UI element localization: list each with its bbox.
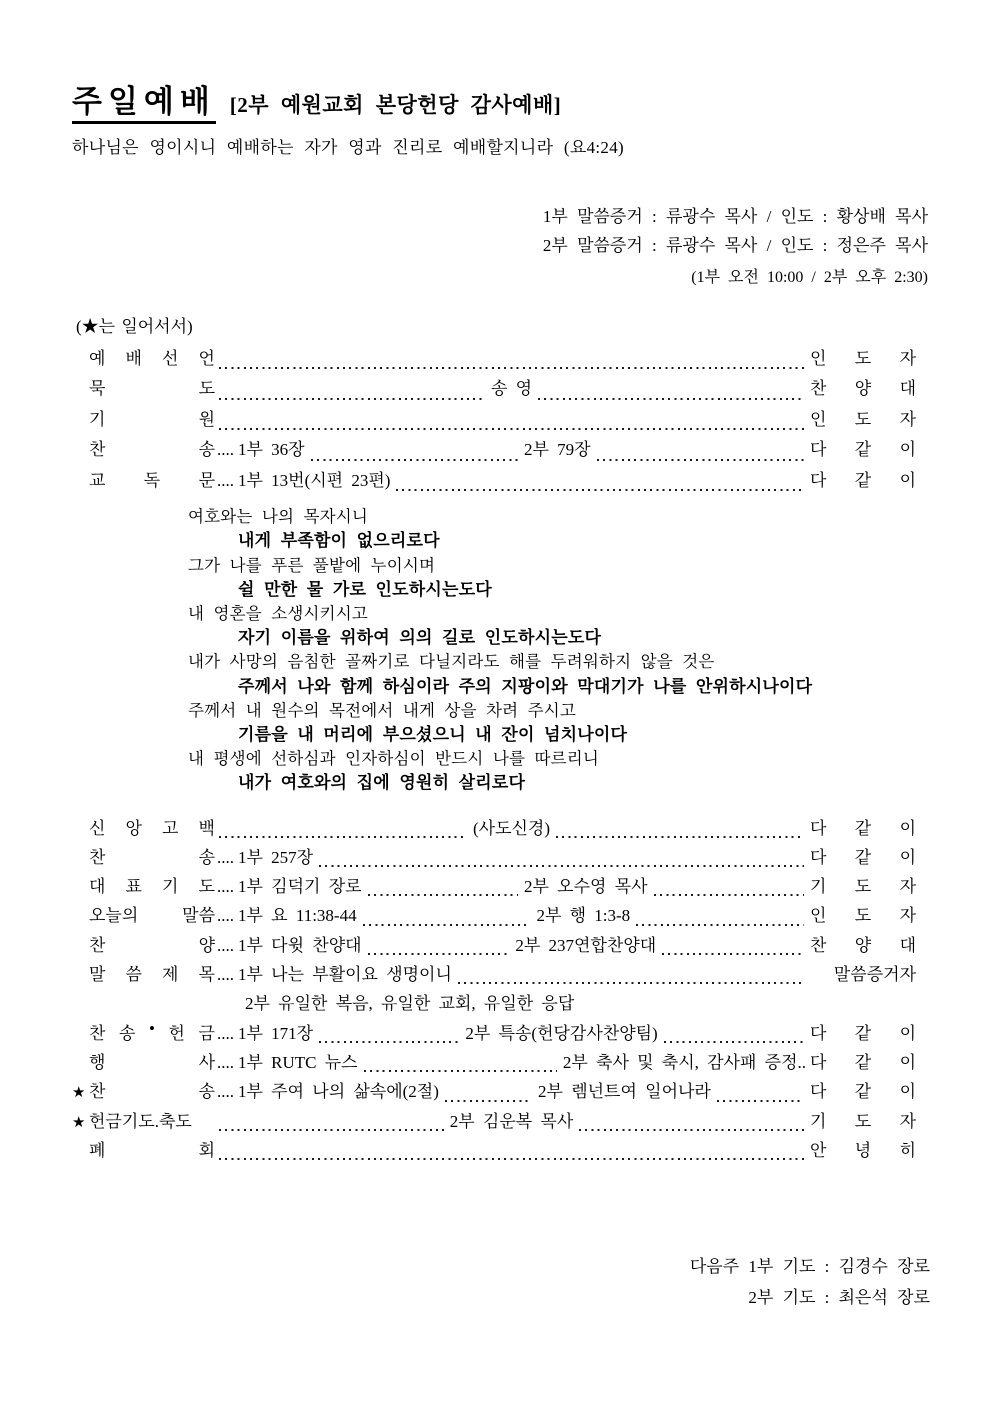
leader-dots bbox=[368, 894, 518, 896]
row-label bbox=[89, 344, 215, 369]
label-token: 대 bbox=[899, 935, 916, 955]
label-token: 백 bbox=[198, 818, 215, 838]
row-text: 1부 257장 bbox=[238, 847, 314, 867]
row-text: .... bbox=[217, 965, 234, 985]
row-text: .... bbox=[217, 906, 234, 926]
row-text: 2부 김운복 목사 bbox=[449, 1111, 574, 1131]
leader-dots bbox=[219, 428, 804, 430]
label-token: 찬 bbox=[810, 379, 827, 399]
row-role bbox=[810, 931, 916, 956]
leader-dots bbox=[219, 1158, 804, 1160]
label-token: 찬 bbox=[89, 935, 106, 955]
row-role bbox=[810, 814, 916, 839]
leader-dots bbox=[368, 953, 510, 955]
label-token: 인 bbox=[810, 906, 827, 926]
label-token: 자 bbox=[899, 409, 916, 429]
row-label bbox=[89, 466, 215, 491]
label-token: 말씀 bbox=[182, 906, 215, 926]
star-icon: ★ bbox=[72, 1114, 86, 1131]
row-label bbox=[89, 1048, 215, 1073]
leader-dots bbox=[458, 982, 804, 984]
label-token: 신 bbox=[89, 818, 106, 838]
reading-line-leader: 내가 사망의 음침한 골짜기로 다닐지라도 해를 두려워하지 않을 것은 bbox=[188, 652, 715, 672]
reading-line-leader: 여호와는 나의 목자시니 bbox=[188, 507, 369, 527]
label-token: 사 bbox=[198, 1052, 215, 1072]
row-text: 2부 렘넌트여 일어나라 bbox=[538, 1082, 711, 1102]
leader-dots bbox=[219, 836, 467, 838]
row-role bbox=[810, 1107, 916, 1132]
order-row bbox=[72, 931, 916, 960]
label-token: 말씀증거자 bbox=[833, 965, 916, 985]
row-text: 송 영 bbox=[490, 379, 533, 399]
label-token: 말 bbox=[89, 965, 106, 985]
label-token: 다 bbox=[810, 470, 827, 490]
header bbox=[0, 0, 992, 158]
label-token: 행 bbox=[89, 1052, 106, 1072]
reading-line-leader: 내 영혼을 소생시키시고 bbox=[188, 603, 369, 623]
row-text: 2부 237연합찬양대 bbox=[515, 935, 657, 955]
leader-dots bbox=[662, 953, 804, 955]
label-token: 인 bbox=[810, 348, 827, 368]
order-row-subline: 2부 유일한 복음, 유일한 교회, 유일한 응답 bbox=[245, 994, 575, 1014]
label-token: 제 bbox=[162, 965, 179, 985]
label-token: 도 bbox=[198, 877, 215, 897]
leader-dots bbox=[363, 924, 531, 926]
row-role bbox=[810, 405, 916, 430]
order-row bbox=[72, 1048, 916, 1077]
label-token: 같 bbox=[854, 470, 872, 490]
row-label bbox=[89, 901, 215, 926]
order-row bbox=[72, 374, 916, 405]
leader-dots bbox=[219, 367, 804, 369]
leader-dots bbox=[636, 924, 804, 926]
leader-dots bbox=[311, 459, 518, 461]
leader-dots bbox=[319, 865, 804, 867]
row-role bbox=[810, 1077, 916, 1102]
reading-line-congregation: 내가 여호와의 집에 영원히 살리로다 bbox=[238, 773, 526, 793]
row-role bbox=[810, 374, 916, 399]
label-token: 같 bbox=[854, 818, 872, 838]
label-token: 송 bbox=[198, 440, 215, 460]
service-info-line1: 1부 말씀증거 : 류광수 목사 / 인도 : 황상배 목사 bbox=[542, 206, 928, 226]
label-token: 도 bbox=[854, 409, 872, 429]
label-token: • bbox=[149, 1018, 155, 1038]
label-token: 양 bbox=[854, 379, 872, 399]
next-week-line2: 2부 기도 : 최은석 장로 bbox=[748, 1288, 930, 1308]
label-token: 같 bbox=[854, 1082, 872, 1102]
row-label bbox=[89, 1107, 215, 1132]
label-token: 목 bbox=[198, 965, 215, 985]
order-row bbox=[72, 872, 916, 901]
label-token: 같 bbox=[854, 1023, 872, 1043]
leader-dots bbox=[654, 894, 804, 896]
label-token: 녕 bbox=[854, 1140, 872, 1160]
row-label bbox=[89, 843, 215, 868]
row-text: .... bbox=[217, 1082, 234, 1102]
leader-dots bbox=[597, 459, 804, 461]
label-token: 같 bbox=[854, 847, 872, 867]
label-token: 다 bbox=[810, 440, 827, 460]
label-token: 오늘의 bbox=[89, 906, 139, 926]
label-token: 다 bbox=[810, 1052, 827, 1072]
label-token: 대 bbox=[899, 379, 917, 399]
label-token: 자 bbox=[899, 877, 916, 897]
title-line bbox=[72, 84, 928, 124]
label-token: 다 bbox=[810, 847, 827, 867]
row-role bbox=[810, 901, 916, 926]
row-text: 1부 171장 bbox=[238, 1023, 314, 1043]
order-row bbox=[72, 1077, 916, 1106]
row-label bbox=[89, 405, 215, 430]
order-row bbox=[72, 344, 916, 375]
label-token: 자 bbox=[899, 906, 916, 926]
label-token: 다 bbox=[810, 1082, 827, 1102]
label-token: 표 bbox=[125, 877, 142, 897]
label-token: 찬 bbox=[89, 440, 106, 460]
label-token: 회 bbox=[198, 1140, 215, 1160]
reading-line-congregation: 내게 부족함이 없으리로다 bbox=[238, 531, 440, 551]
leader-dots bbox=[445, 1100, 532, 1102]
order-row bbox=[72, 405, 916, 436]
label-token: 자 bbox=[899, 348, 916, 368]
order-row bbox=[72, 1107, 916, 1136]
row-text: .... bbox=[217, 935, 234, 955]
worship-order-top bbox=[0, 337, 992, 497]
label-token: 언 bbox=[198, 348, 215, 368]
worship-order-bottom bbox=[0, 807, 992, 1166]
row-text: .... bbox=[217, 1052, 234, 1072]
label-token: 이 bbox=[899, 1023, 916, 1043]
reading-line-leader: 내 평생에 선하심과 인자하심이 반드시 나를 따르리니 bbox=[188, 749, 600, 769]
next-week-line1: 다음주 1부 기도 : 김경수 장로 bbox=[689, 1257, 930, 1277]
label-token: 원 bbox=[198, 409, 215, 429]
leader-dots bbox=[364, 1070, 557, 1072]
service-times: (1부 오전 10:00 / 2부 오후 2:30) bbox=[691, 268, 928, 286]
order-row bbox=[72, 466, 916, 497]
row-role bbox=[810, 344, 916, 369]
responsive-reading bbox=[0, 505, 992, 795]
row-text: 1부 요 11:38-44 bbox=[238, 906, 357, 926]
row-label bbox=[89, 814, 215, 839]
label-token: 송 bbox=[119, 1023, 136, 1043]
scripture-subtitle: 하나님은 영이시니 예배하는 자가 영과 진리로 예배할지니라 (요4:24) bbox=[72, 137, 624, 157]
label-token: 찬 bbox=[810, 935, 827, 955]
row-text: 2부 79장 bbox=[524, 440, 591, 460]
label-token: 대 bbox=[89, 877, 106, 897]
label-token: 양 bbox=[198, 935, 215, 955]
row-label bbox=[89, 960, 215, 985]
row-role bbox=[810, 1048, 916, 1073]
label-token: 앙 bbox=[125, 818, 142, 838]
label-token: 히 bbox=[899, 1140, 916, 1160]
label-token: 교 bbox=[89, 470, 106, 490]
label-token: 도 bbox=[854, 348, 872, 368]
order-row bbox=[72, 1136, 916, 1165]
row-role bbox=[810, 1136, 916, 1161]
reading-line-congregation: 주께서 나와 함께 하심이라 주의 지팡이와 막대기가 나를 안위하시나이다 bbox=[238, 676, 813, 696]
label-token: 기 bbox=[89, 409, 106, 429]
reading-line-leader: 주께서 내 원수의 목전에서 내게 상을 차려 주시고 bbox=[188, 700, 577, 720]
label-token: 같 bbox=[854, 1052, 872, 1072]
label-token: 도 bbox=[854, 877, 872, 897]
row-text: 1부 RUTC 뉴스 bbox=[238, 1052, 358, 1072]
row-text: .... bbox=[217, 877, 234, 897]
row-role bbox=[810, 466, 916, 491]
label-token: 헌금기도.축도 bbox=[89, 1111, 192, 1131]
row-text: 1부 다윗 찬양대 bbox=[238, 935, 362, 955]
label-token: 이 bbox=[899, 818, 917, 838]
page-title: 주일예배 bbox=[72, 84, 216, 124]
label-token: 송 bbox=[198, 847, 215, 867]
reading-line-leader: 그가 나를 푸른 풀밭에 누이시며 bbox=[188, 555, 436, 575]
label-token: 찬 bbox=[89, 1082, 106, 1102]
label-token: 도 bbox=[854, 1111, 872, 1131]
label-token: 이 bbox=[899, 470, 916, 490]
row-text: .... bbox=[217, 1023, 234, 1043]
label-token: 인 bbox=[810, 409, 827, 429]
label-token: 찬 bbox=[89, 847, 106, 867]
row-text: 1부 36장 bbox=[238, 440, 305, 460]
row-text: 1부 나는 부활이요 생명이니 bbox=[238, 965, 452, 985]
reading-line-congregation: 기름을 내 머리에 부으셨으니 내 잔이 넘치나이다 bbox=[238, 724, 628, 744]
label-token: 안 bbox=[810, 1140, 827, 1160]
leader-dots bbox=[579, 1129, 804, 1131]
row-role bbox=[810, 843, 916, 868]
label-token: 기 bbox=[162, 877, 179, 897]
row-label bbox=[89, 435, 215, 460]
reading-line-congregation: 쉴 만한 물 가로 인도하시는도다 bbox=[238, 579, 492, 599]
reading-line-congregation: 자기 이름을 위하여 의의 길로 인도하시는도다 bbox=[238, 628, 602, 648]
label-token: 도 bbox=[198, 379, 215, 399]
service-info bbox=[0, 202, 992, 292]
leader-dots bbox=[219, 398, 485, 400]
row-text: 2부 행 1:3-8 bbox=[536, 906, 631, 926]
leader-dots bbox=[219, 1129, 444, 1131]
row-text: 1부 김덕기 장로 bbox=[238, 877, 362, 897]
label-token: 폐 bbox=[89, 1140, 106, 1160]
label-token: 도 bbox=[854, 906, 872, 926]
label-token: 이 bbox=[899, 1052, 916, 1072]
label-token: 이 bbox=[899, 847, 916, 867]
label-token: 송 bbox=[198, 1082, 215, 1102]
label-token: 같 bbox=[854, 440, 872, 460]
row-text: .... bbox=[217, 440, 234, 460]
row-label bbox=[89, 374, 215, 399]
row-label bbox=[89, 872, 215, 897]
row-text: 1부 13번(시편 23편) bbox=[238, 470, 391, 490]
label-token: 독 bbox=[143, 470, 161, 490]
order-row bbox=[72, 435, 916, 466]
label-token: 다 bbox=[810, 818, 827, 838]
label-token: 금 bbox=[198, 1023, 215, 1043]
label-token: 배 bbox=[125, 348, 142, 368]
label-token: 선 bbox=[162, 348, 179, 368]
row-role bbox=[810, 435, 916, 460]
label-token: 묵 bbox=[89, 379, 106, 399]
row-text: (사도신경) bbox=[473, 818, 551, 838]
label-token: 자 bbox=[899, 1111, 917, 1131]
label-token: 이 bbox=[899, 1082, 916, 1102]
label-token: 이 bbox=[899, 440, 916, 460]
label-token: 헌 bbox=[168, 1023, 185, 1043]
row-label bbox=[89, 1077, 215, 1102]
label-token: 기 bbox=[810, 1111, 827, 1131]
order-row bbox=[72, 1019, 916, 1048]
row-role bbox=[810, 872, 916, 897]
label-token: 다 bbox=[810, 1023, 827, 1043]
order-row bbox=[72, 843, 916, 872]
label-token: 양 bbox=[854, 935, 872, 955]
label-token: 찬 bbox=[89, 1023, 106, 1043]
leader-dots bbox=[717, 1100, 804, 1102]
row-role bbox=[810, 1019, 916, 1044]
row-text: 1부 주여 나의 삶속에(2절) bbox=[238, 1082, 439, 1102]
row-label bbox=[89, 931, 215, 956]
row-role bbox=[810, 960, 916, 985]
label-token: 고 bbox=[162, 818, 179, 838]
stand-note: (★는 일어서서) bbox=[76, 316, 193, 336]
row-label bbox=[89, 1136, 215, 1161]
leader-dots bbox=[538, 398, 804, 400]
row-text: .... bbox=[217, 470, 234, 490]
order-row bbox=[72, 960, 916, 989]
label-token: 예 bbox=[89, 348, 106, 368]
row-text: 2부 오수영 목사 bbox=[524, 877, 648, 897]
row-text: 2부 축사 및 축시, 감사패 증정.. bbox=[562, 1052, 806, 1072]
leader-dots bbox=[664, 1041, 804, 1043]
row-label bbox=[89, 1019, 215, 1044]
page-title-note: [2부 예원교회 본당헌당 감사예배] bbox=[229, 93, 562, 117]
leader-dots bbox=[396, 489, 804, 491]
footer-next-week bbox=[0, 1251, 992, 1313]
label-token: 문 bbox=[198, 470, 215, 490]
label-token: 기 bbox=[810, 877, 827, 897]
row-text: 2부 특송(헌당감사찬양팀) bbox=[465, 1023, 658, 1043]
star-icon: ★ bbox=[72, 1085, 86, 1102]
label-token: 씀 bbox=[125, 965, 142, 985]
leader-dots bbox=[319, 1041, 459, 1043]
order-row bbox=[72, 814, 916, 843]
leader-dots bbox=[556, 836, 804, 838]
row-text: .... bbox=[217, 847, 234, 867]
order-row bbox=[72, 901, 916, 930]
service-info-line2: 2부 말씀증거 : 류광수 목사 / 인도 : 정은주 목사 bbox=[542, 235, 928, 255]
